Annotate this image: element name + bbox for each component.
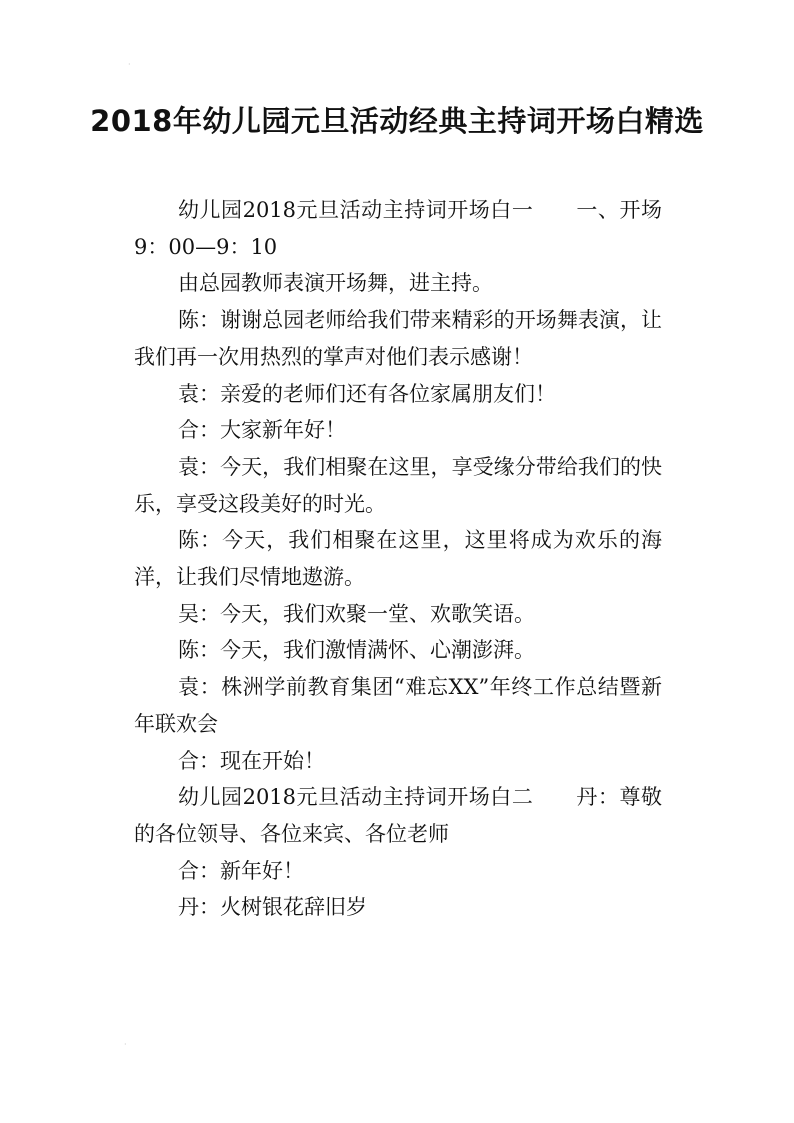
paragraph-9: 陈：今天，我们激情满怀、心潮澎湃。 <box>178 638 535 663</box>
paragraph-2: 由总园教师表演开场舞，进主持。 <box>178 271 493 296</box>
document-body <box>134 192 662 926</box>
paragraph-8: 吴：今天，我们欢聚一堂、欢歌笑语。 <box>178 601 535 626</box>
paragraph-12: 幼儿园2018元旦活动主持词开场白二 丹：尊敬的各位领导、各位来宾、各位老师 <box>134 785 662 846</box>
scan-mark-bottom: · <box>124 1040 127 1049</box>
document-title: 2018年幼儿园元旦活动经典主持词开场白精选 <box>90 104 704 138</box>
scan-mark-top: · <box>128 60 131 69</box>
paragraph-4: 袁：亲爱的老师们还有各位家属朋友们！ <box>178 381 556 406</box>
paragraph-11: 合：现在开始！ <box>178 748 325 773</box>
paragraph-14: 丹：火树银花辞旧岁 <box>178 895 367 920</box>
paragraph-6: 袁：今天，我们相聚在这里，享受缘分带给我们的快乐，享受这段美好的时光。 <box>134 454 662 516</box>
paragraph-13: 合：新年好！ <box>178 858 304 883</box>
paragraph-1: 幼儿园2018元旦活动主持词开场白一 一、开场9：00—9：10 <box>134 198 662 259</box>
paragraph-3: 陈：谢谢总园老师给我们带来精彩的开场舞表演，让我们再一次用热烈的掌声对他们表示感谢！ <box>134 308 662 369</box>
paragraph-7: 陈：今天，我们相聚在这里，这里将成为欢乐的海洋，让我们尽情地遨游。 <box>134 528 662 590</box>
paragraph-10: 袁：株洲学前教育集团“难忘XX”年终工作总结暨新年联欢会 <box>134 675 662 736</box>
paragraph-5: 合：大家新年好！ <box>178 418 346 443</box>
